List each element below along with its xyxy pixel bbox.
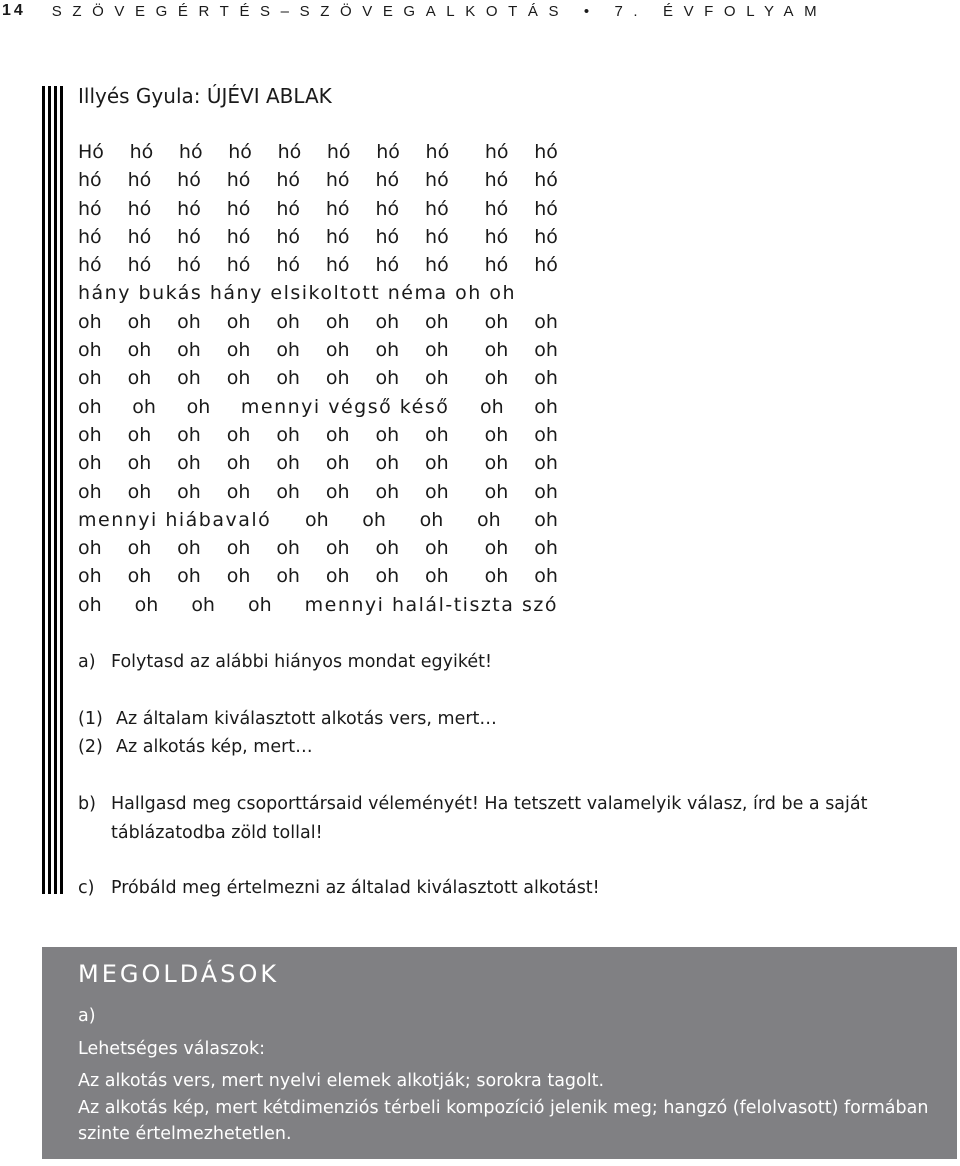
poem-word: oh xyxy=(177,339,201,362)
poem-word: hó xyxy=(534,169,558,192)
poem-word: oh xyxy=(484,537,509,560)
poem-word: oh xyxy=(534,423,558,446)
poem-word: hó xyxy=(484,197,509,220)
poem-line xyxy=(78,562,558,590)
poem-word: mennyi halál-tiszta szó xyxy=(304,593,558,616)
poem-word: oh xyxy=(78,537,102,560)
running-title: SZÖVEGÉRTÉS–SZÖVEGALKOTÁS • 7. ÉVFOLYAM xyxy=(51,2,828,20)
poem-word: oh xyxy=(484,423,509,446)
poem-word: oh xyxy=(534,565,558,588)
poem-word: oh xyxy=(325,423,350,446)
poem-line xyxy=(78,364,558,392)
poem-word: hó xyxy=(127,225,152,248)
poem-word: hó xyxy=(325,225,350,248)
task-b-label: b) xyxy=(78,794,96,814)
poem-word: hó xyxy=(178,141,203,163)
poem-word: hó xyxy=(177,254,201,277)
poem-line xyxy=(78,223,558,251)
poem-word: hó xyxy=(277,141,302,163)
poem-word: hó xyxy=(78,169,102,192)
poem-word: oh xyxy=(177,565,201,588)
page-header xyxy=(0,0,960,22)
task-c xyxy=(78,874,600,903)
poem-word: oh xyxy=(425,537,449,560)
poem-word: hó xyxy=(78,225,102,248)
poem-word: oh xyxy=(534,367,558,390)
poem-word: oh xyxy=(177,310,201,333)
poem-word: hó xyxy=(375,169,400,192)
poem-line xyxy=(78,478,558,506)
poem-word: oh xyxy=(78,339,102,362)
poem-word: hó xyxy=(177,169,201,192)
poem-word: oh xyxy=(425,452,449,475)
poem-word: oh xyxy=(375,367,400,390)
poem-body xyxy=(78,138,558,619)
poem-word: oh xyxy=(226,339,251,362)
poem-word: hó xyxy=(78,197,102,220)
poem-word: hó xyxy=(375,197,400,220)
poem-word: hó xyxy=(127,254,152,277)
poem-word: oh xyxy=(325,480,350,503)
poem-word: oh xyxy=(534,508,558,531)
poem-word: oh xyxy=(127,423,152,446)
poem-word: oh xyxy=(425,423,449,446)
poem-word: hó xyxy=(226,169,251,192)
poem-word: hó xyxy=(425,169,449,192)
poem-word: hó xyxy=(325,254,350,277)
poem-word: oh xyxy=(484,367,509,390)
poem-word: oh xyxy=(78,423,102,446)
poem-line xyxy=(78,449,558,477)
poem-word: oh xyxy=(78,367,102,390)
poem-word: hó xyxy=(177,197,201,220)
poem-word: oh xyxy=(476,508,501,531)
poem-word: oh xyxy=(325,339,350,362)
poem-word: hó xyxy=(534,254,558,277)
poem-word: oh xyxy=(425,565,449,588)
poem-word: oh xyxy=(276,339,300,362)
poem-line xyxy=(78,534,558,562)
poem-word: oh xyxy=(276,423,300,446)
task-c-label: c) xyxy=(78,878,95,898)
poem-word: oh xyxy=(226,367,251,390)
poem-word: hó xyxy=(425,225,449,248)
poem-word: oh xyxy=(226,310,251,333)
poem-word: oh xyxy=(484,452,509,475)
poem-word: hó xyxy=(177,225,201,248)
poem-word: hó xyxy=(534,197,558,220)
poem-word: hó xyxy=(425,197,449,220)
task-item-2 xyxy=(78,733,313,762)
poem-word: hó xyxy=(325,197,350,220)
poem-word: oh xyxy=(375,565,400,588)
poem-line xyxy=(78,506,558,534)
poem-word: oh xyxy=(375,339,400,362)
task-item-1-number: (1) xyxy=(78,709,103,729)
poem-word: oh xyxy=(425,480,449,503)
poem-word: oh xyxy=(186,395,211,418)
poem-word: hó xyxy=(276,254,300,277)
poem-word: hó xyxy=(228,141,252,163)
poem-word: oh xyxy=(134,593,159,616)
poem-word: hó xyxy=(276,169,300,192)
poem-word: oh xyxy=(325,537,350,560)
poem-word: hó xyxy=(226,225,251,248)
poem-line xyxy=(78,195,558,223)
solutions-part-label: a) xyxy=(78,1006,96,1026)
task-a-text: Folytasd az alábbi hiányos mondat egyikét! xyxy=(111,652,493,672)
poem-word: oh xyxy=(127,480,152,503)
poem-line xyxy=(78,138,558,166)
poem-word: oh xyxy=(534,395,558,418)
solutions-title: MEGOLDÁSOK xyxy=(78,960,280,988)
solutions-intro: Lehetséges válaszok: xyxy=(78,1038,266,1059)
solutions-answer-2: Az alkotás kép, mert kétdimenziós térbeli kompozíció jelenik meg; hangzó (felolvasott) formában szinte értelmezhetetlen. xyxy=(78,1097,929,1144)
poem-word: oh xyxy=(534,452,558,475)
poem-line xyxy=(78,336,558,364)
poem-word: oh xyxy=(375,452,400,475)
poem-word: hó xyxy=(484,169,509,192)
poem-word: oh xyxy=(484,480,509,503)
poem-word: oh xyxy=(177,537,201,560)
poem-word: hó xyxy=(375,225,400,248)
poem-word: oh xyxy=(127,339,152,362)
poem-word: oh xyxy=(276,310,300,333)
page-number: 14 xyxy=(2,2,26,19)
poem-word: hó xyxy=(226,197,251,220)
poem-word: oh xyxy=(534,339,558,362)
poem-word: hó xyxy=(534,225,558,248)
poem-word: oh xyxy=(276,367,300,390)
poem-word: oh xyxy=(534,537,558,560)
poem-word: hó xyxy=(129,141,154,163)
poem-word: hó xyxy=(127,197,152,220)
poem-word: oh xyxy=(226,452,251,475)
poem-word: oh xyxy=(127,367,152,390)
poem-word: oh xyxy=(325,367,350,390)
poem-word: hó xyxy=(484,225,509,248)
task-item-1-text: Az általam kiválasztott alkotás vers, mert… xyxy=(116,709,497,729)
poem-word: hó xyxy=(276,197,300,220)
poem-word: mennyi hiábavaló xyxy=(78,508,272,531)
poem-word: hó xyxy=(326,141,351,163)
poem-word: oh xyxy=(375,537,400,560)
poem-word: hó xyxy=(484,254,509,277)
task-a xyxy=(78,648,492,677)
poem-word: oh xyxy=(276,452,300,475)
poem-line xyxy=(78,279,558,307)
poem-word: oh xyxy=(425,367,449,390)
poem-word: oh xyxy=(375,423,400,446)
poem-word: hó xyxy=(425,141,450,163)
poem-word: hó xyxy=(376,141,400,163)
poem-word: oh xyxy=(78,593,102,616)
poem-word: oh xyxy=(226,423,251,446)
poem-line xyxy=(78,393,558,421)
poem-word: oh xyxy=(534,310,558,333)
poem-word: oh xyxy=(177,452,201,475)
task-item-2-text: Az alkotás kép, mert… xyxy=(116,737,313,757)
poem-word: oh xyxy=(375,480,400,503)
poem-word: hó xyxy=(325,169,350,192)
poem-word: mennyi végső késő xyxy=(240,395,450,418)
solutions-answer-1: Az alkotás vers, mert nyelvi elemek alkotják; sorokra tagolt. xyxy=(78,1071,605,1091)
poem-word: oh xyxy=(325,310,350,333)
poem-word: oh xyxy=(276,537,300,560)
poem-word: oh xyxy=(191,593,215,616)
poem-word: oh xyxy=(419,508,444,531)
poem-word: oh xyxy=(247,593,272,616)
poem-word: oh xyxy=(425,310,449,333)
poem-word: oh xyxy=(484,310,509,333)
poem-word: hány bukás hány elsikoltott néma oh oh xyxy=(78,282,517,305)
poem-word: oh xyxy=(276,565,300,588)
task-item-2-number: (2) xyxy=(78,737,103,757)
poem-word: oh xyxy=(479,395,504,418)
poem-word: hó xyxy=(226,254,251,277)
poem-word: oh xyxy=(132,395,156,418)
poem-word: oh xyxy=(226,537,251,560)
poem-line xyxy=(78,166,558,194)
task-a-label: a) xyxy=(78,652,96,672)
task-item-1 xyxy=(78,705,497,734)
poem-word: oh xyxy=(484,339,509,362)
decorative-side-bars xyxy=(42,86,64,894)
task-c-text: Próbáld meg értelmezni az általad kiválasztott alkotást! xyxy=(111,878,600,898)
poem-word: Hó xyxy=(78,141,104,163)
poem-title: Illyés Gyula: ÚJÉVI ABLAK xyxy=(78,84,332,108)
poem-word: oh xyxy=(226,565,251,588)
poem-line xyxy=(78,308,558,336)
poem-word: hó xyxy=(425,254,449,277)
poem-word: oh xyxy=(127,565,152,588)
solutions-box xyxy=(42,947,957,1159)
poem-word: oh xyxy=(276,480,300,503)
poem-word: oh xyxy=(425,339,449,362)
poem-word: oh xyxy=(177,367,201,390)
poem-word: oh xyxy=(78,452,102,475)
poem-word: oh xyxy=(78,565,102,588)
poem-word: oh xyxy=(362,508,386,531)
poem-word: hó xyxy=(534,141,558,163)
poem-word: oh xyxy=(78,480,102,503)
poem-word: oh xyxy=(78,310,102,333)
poem-word: hó xyxy=(276,225,300,248)
poem-word: hó xyxy=(484,141,509,163)
poem-word: oh xyxy=(226,480,251,503)
poem-word: oh xyxy=(534,480,558,503)
poem-word: hó xyxy=(78,254,102,277)
poem-word: oh xyxy=(177,423,201,446)
poem-word: oh xyxy=(325,452,350,475)
poem-line xyxy=(78,251,558,279)
poem-word: oh xyxy=(484,565,509,588)
poem-word: oh xyxy=(127,452,152,475)
task-b xyxy=(78,790,918,847)
poem-word: oh xyxy=(127,310,152,333)
poem-word: oh xyxy=(78,395,102,418)
poem-word: oh xyxy=(304,508,329,531)
poem-line xyxy=(78,591,558,619)
poem-word: oh xyxy=(325,565,350,588)
poem-word: oh xyxy=(177,480,201,503)
poem-word: hó xyxy=(127,169,152,192)
task-b-text: Hallgasd meg csoporttársaid véleményét! Ha tetszett valamelyik válasz, írd be a saját táblázatodba zöld tollal! xyxy=(111,794,868,843)
poem-word: oh xyxy=(375,310,400,333)
poem-word: hó xyxy=(375,254,400,277)
poem-line xyxy=(78,421,558,449)
poem-word: oh xyxy=(127,537,152,560)
